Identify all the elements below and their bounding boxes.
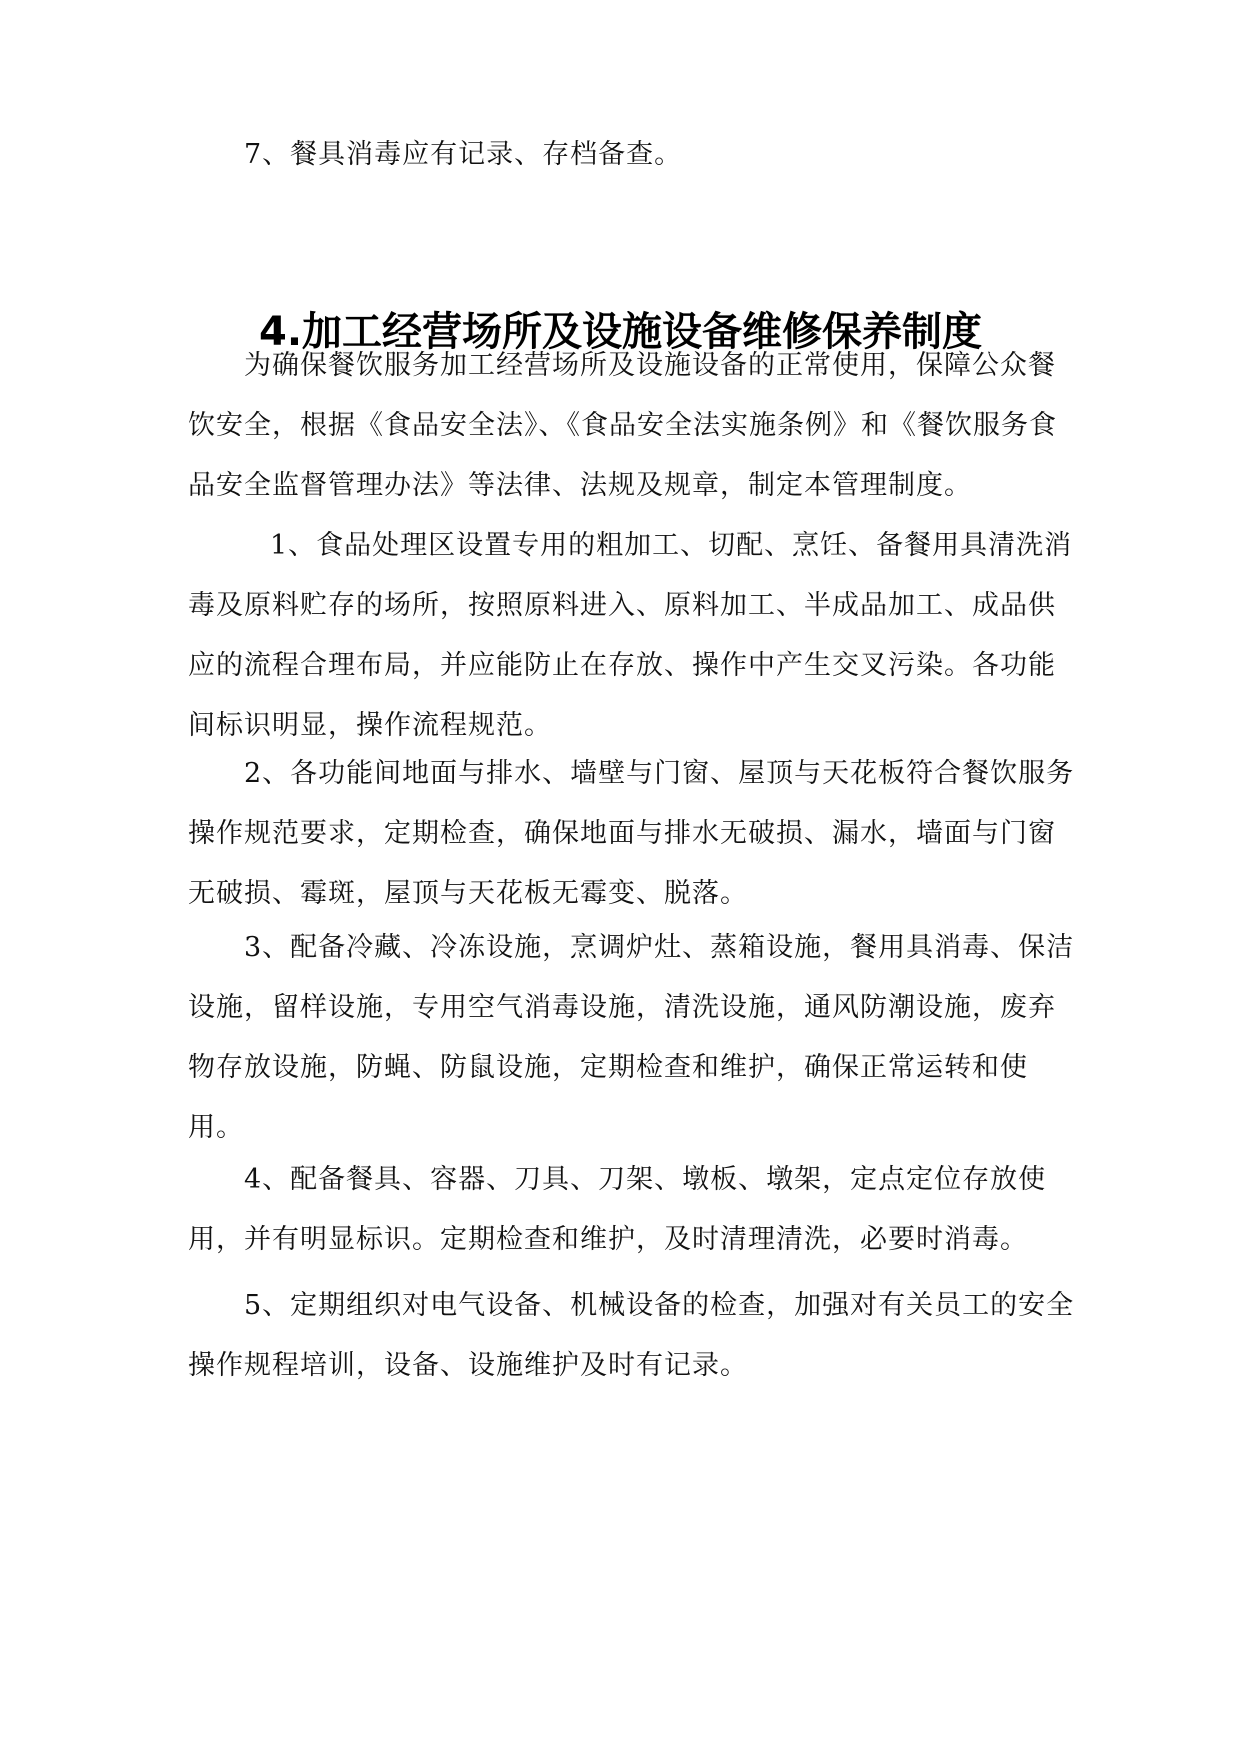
- rule-item-4: 4、配备餐具、容器、刀具、刀架、墩板、墩架，定点定位存放使用，并有明显标识。定期检查和维护，及时清理清洗，必要时消毒。: [188, 1164, 1047, 1255]
- rule-item-5: 5、定期组织对电气设备、机械设备的检查，加强对有关员工的安全操作规程培训，设备、设施维护及时有记录。: [188, 1290, 1075, 1381]
- rule-item-1: 1、食品处理区设置专用的粗加工、切配、烹饪、备餐用具清洗消毒及原料贮存的场所，按照原料进入、原料加工、半成品加工、成品供应的流程合理布局，并应能防止在存放、操作中产生交叉污染。各功能间标识明显，操作流程规范。: [188, 530, 1073, 741]
- rule-item-2: 2、各功能间地面与排水、墙壁与门窗、屋顶与天花板符合餐饮服务操作规范要求，定期检查，确保地面与排水无破损、漏水，墙面与门窗无破损、霉斑，屋顶与天花板无霉变、脱落。: [188, 758, 1075, 909]
- section-title: 4.加工经营场所及设施设备维修保养制度: [258, 309, 983, 355]
- item-7-text: 7、餐具消毒应有记录、存档备查。: [244, 139, 683, 170]
- intro-paragraph: 为确保餐饮服务加工经营场所及设施设备的正常使用，保障公众餐饮安全，根据《食品安全法》、《食品安全法实施条例》和《餐饮服务食品安全监督管理办法》等法律、法规及规章，制定本管理制度。: [188, 350, 1057, 501]
- rule-item-3: 3、配备冷藏、冷冻设施，烹调炉灶、蒸箱设施，餐用具消毒、保洁设施，留样设施，专用空气消毒设施，清洗设施，通风防潮设施，废弃物存放设施，防蝇、防鼠设施，定期检查和维护，确保正常运转和使用。: [188, 932, 1075, 1143]
